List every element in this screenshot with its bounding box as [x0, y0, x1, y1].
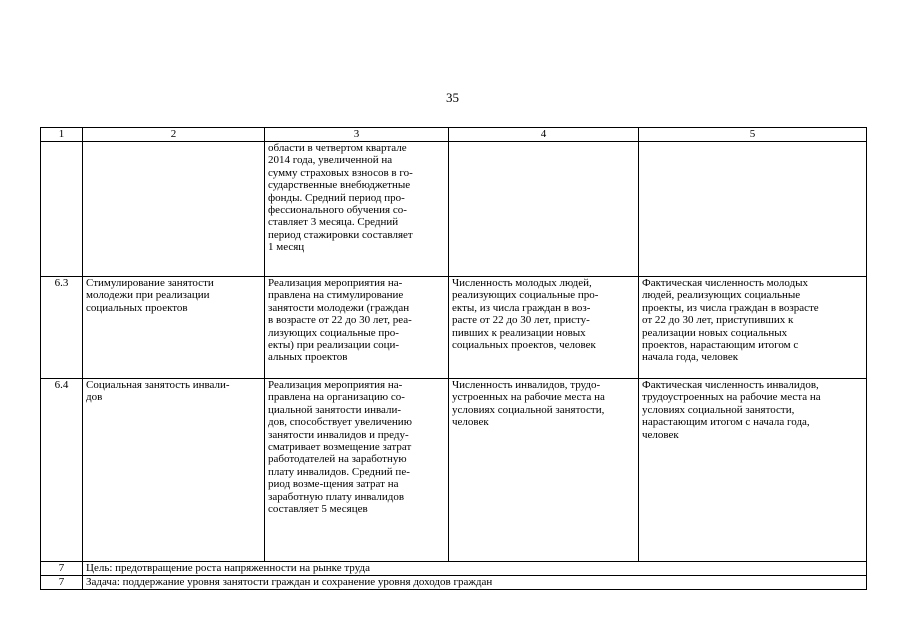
table-row-6-4	[41, 379, 867, 562]
indicator-method: Фактическая численность инвалидов, трудоустроенных на рабочие места на условиях социальной занятости, нарастающим итогом с начала года, человек	[639, 379, 867, 562]
measure-name	[83, 142, 265, 277]
indicator-method	[639, 142, 867, 277]
indicator-name: Численность инвалидов, трудо- устроенных на рабочие места на условиях социальной занятости, человек	[449, 379, 639, 562]
row-number	[41, 142, 83, 277]
indicator-method: Фактическая численность молодых людей, реализующих социальные проекты, из числа граждан в возрасте от 22 до 30 лет, приступивших к реализации новых социальных проектов, нарастающим итогом с начала года, человек	[639, 277, 867, 379]
row-number: 6.4	[41, 379, 83, 562]
measure-description: области в четвертом квартале 2014 года, увеличенной на сумму страховых взносов в го- сударственные внебюджетные фонды. Средний период про- фессионального обучения со- ставляет 3 месяца. Средний период стажировки составляет 1 месяц	[265, 142, 449, 277]
row-number: 6.3	[41, 277, 83, 379]
goal-text: Цель: предотвращение роста напряженности на рынке труда	[83, 562, 867, 576]
row-number: 7	[41, 562, 83, 576]
table-row-continuation	[41, 142, 867, 277]
table-row-goal	[41, 562, 867, 576]
table-row-task	[41, 576, 867, 590]
page-number: 35	[446, 90, 459, 105]
header-col-3: 3	[265, 128, 449, 142]
indicator-name	[449, 142, 639, 277]
measure-description: Реализация мероприятия на- правлена на организацию со- циальной занятости инвали- дов, способствует увеличению занятости инвалидов и преду- сматривает возмещение затрат работодателей на заработную плату инвалидов. Средний пе- риод возме-щения затрат на заработную плату инвалидов составляет 5 месяцев	[265, 379, 449, 562]
table-header-row	[41, 128, 867, 142]
measure-description: Реализация мероприятия на- правлена на стимулирование занятости молодежи (граждан в возрасте от 22 до 30 лет, реа- лизующих социальные про- екты) при реализации соци- альных проектов	[265, 277, 449, 379]
program-table	[40, 127, 867, 590]
header-col-2: 2	[83, 128, 265, 142]
indicator-name: Численность молодых людей, реализующих социальные про- екты, из числа граждан в воз- расте от 22 до 30 лет, присту- пивших к реализации новых социальных проектов, человек	[449, 277, 639, 379]
measure-name: Социальная занятость инвали- дов	[83, 379, 265, 562]
task-text: Задача: поддержание уровня занятости граждан и сохранение уровня доходов граждан	[83, 576, 867, 590]
measure-name: Стимулирование занятости молодежи при реализации социальных проектов	[83, 277, 265, 379]
table-row-6-3	[41, 277, 867, 379]
header-col-5: 5	[639, 128, 867, 142]
row-number: 7	[41, 576, 83, 590]
header-col-1: 1	[41, 128, 83, 142]
header-col-4: 4	[449, 128, 639, 142]
